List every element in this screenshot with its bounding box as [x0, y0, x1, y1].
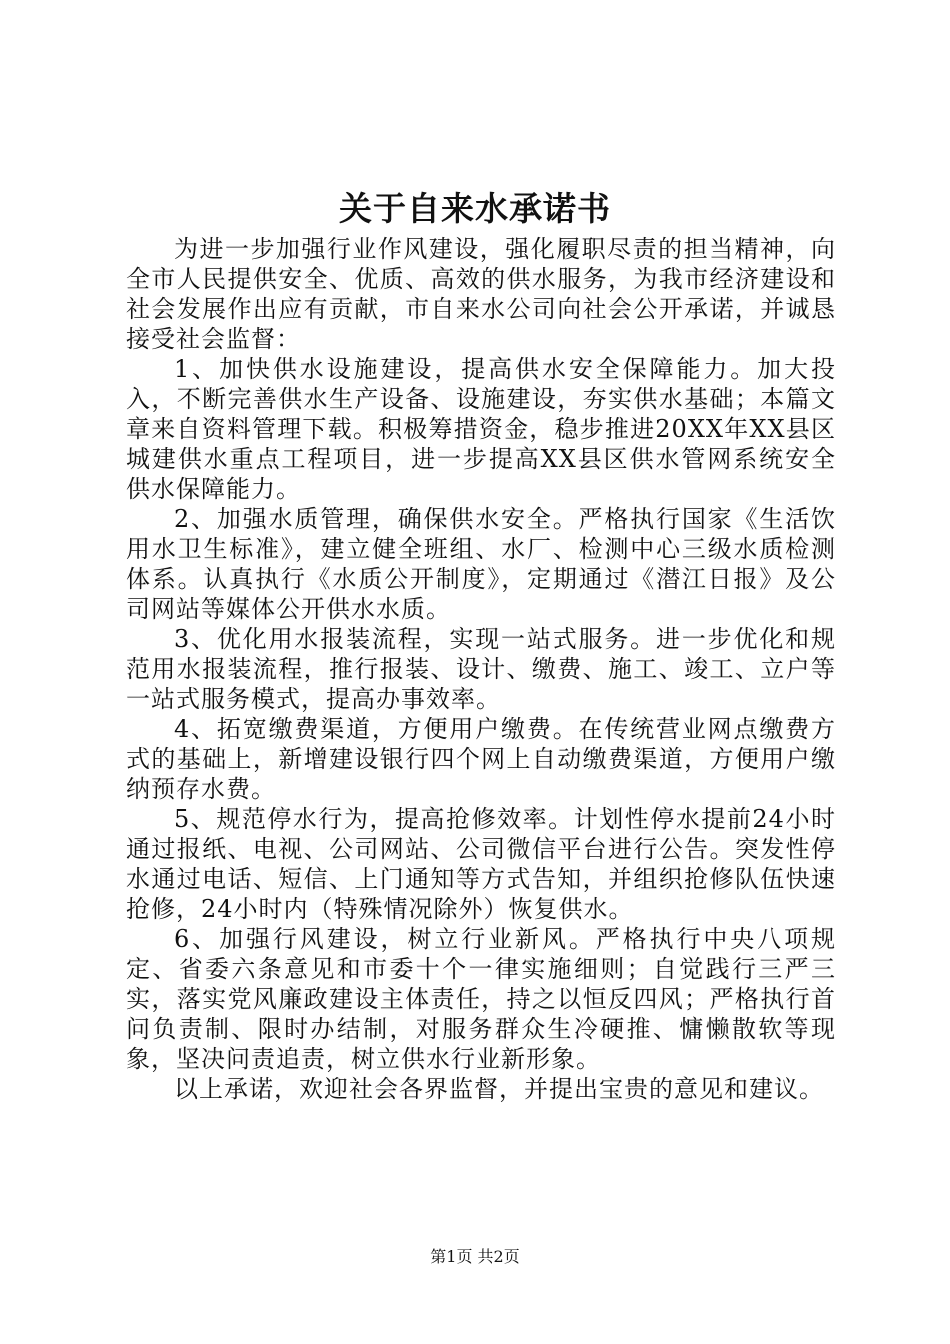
commitment-4-paragraph: 4、拓宽缴费渠道，方便用户缴费。在传统营业网点缴费方式的基础上，新增建设银行四个网上自动缴费渠道，方便用户缴纳预存水费。: [126, 715, 836, 803]
document-body: [126, 234, 836, 1104]
commitment-1-paragraph: 1、加快供水设施建设，提高供水安全保障能力。加大投入，不断完善供水生产设备、设施建设，夯实供水基础；本篇文章来自资料管理下载。积极筹措资金，稳步推进20XX年XX县区城建供水重点工程项目，进一步提高XX县区供水管网系统安全供水保障能力。: [126, 355, 836, 503]
commitment-3-paragraph: 3、优化用水报装流程，实现一站式服务。进一步优化和规范用水报装流程，推行报装、设计、缴费、施工、竣工、立户等一站式服务模式，提高办事效率。: [126, 625, 836, 713]
commitment-6-paragraph: 6、加强行风建设，树立行业新风。严格执行中央八项规定、省委六条意见和市委十个一律实施细则；自觉践行三严三实，落实党风廉政建设主体责任，持之以恒反四风；严格执行首问负责制、限时办结制，对服务群众生冷硬推、慵懒散软等现象，坚决问责追责，树立供水行业新形象。: [126, 925, 836, 1073]
intro-paragraph: 为进一步加强行业作风建设，强化履职尽责的担当精神，向全市人民提供安全、优质、高效的供水服务，为我市经济建设和社会发展作出应有贡献，市自来水公司向社会公开承诺，并诚恳接受社会监督：: [126, 235, 836, 353]
commitment-2-paragraph: 2、加强水质管理，确保供水安全。严格执行国家《生活饮用水卫生标准》，建立健全班组、水厂、检测中心三级水质检测体系。认真执行《水质公开制度》，定期通过《潜江日报》及公司网站等媒体公开供水水质。: [126, 505, 836, 623]
document-title: 关于自来水承诺书: [339, 189, 611, 228]
commitment-5-paragraph: 5、规范停水行为，提高抢修效率。计划性停水提前24小时通过报纸、电视、公司网站、公司微信平台进行公告。突发性停水通过电话、短信、上门通知等方式告知，并组织抢修队伍快速抢修，24小时内（特殊情况除外）恢复供水。: [126, 805, 836, 923]
page-number-footer: 第1页 共2页: [430, 1247, 520, 1266]
closing-paragraph: 以上承诺，欢迎社会各界监督，并提出宝贵的意见和建议。: [174, 1075, 824, 1103]
